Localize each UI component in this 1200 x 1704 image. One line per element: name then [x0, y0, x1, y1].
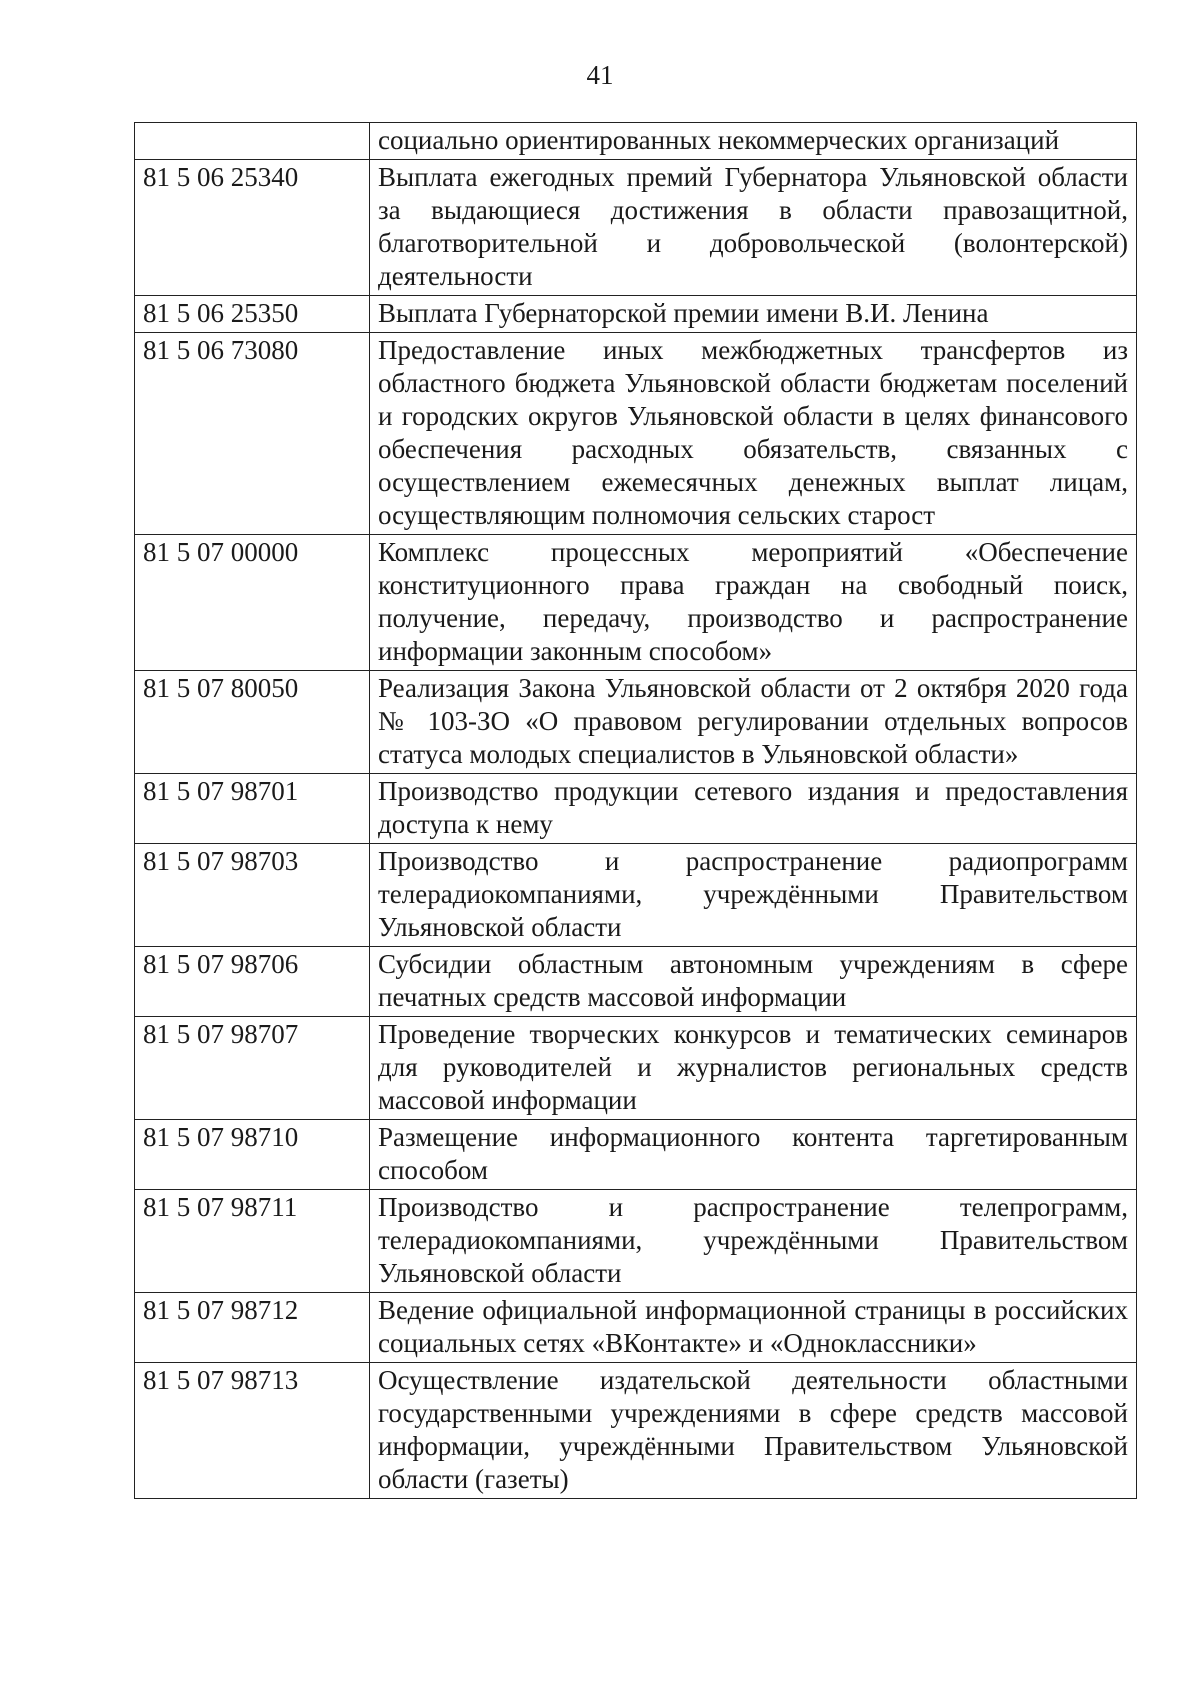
table-row	[135, 844, 1137, 947]
code-cell: 81 5 07 00000	[135, 535, 370, 671]
description-cell: Выплата ежегодных премий Губернатора Ульяновской области за выдающиеся достижения в области правозащитной, благотворительной и добровольческой (волонтерской) деятельности	[370, 160, 1137, 296]
description-cell: Производство и распространение радиопрограмм телерадиокомпаниями, учреждёнными Правительством Ульяновской области	[370, 844, 1137, 947]
description-cell: Предоставление иных межбюджетных трансфертов из областного бюджета Ульяновской области бюджетам поселений и городских округов Ульяновской области в целях финансового обеспечения расходных обязательств, связанных с осуществлением ежемесячных денежных выплат лицам, осуществляющим полномочия сельских старост	[370, 333, 1137, 535]
table-row	[135, 1190, 1137, 1293]
code-cell: 81 5 07 98707	[135, 1017, 370, 1120]
table-row	[135, 1120, 1137, 1190]
code-cell: 81 5 07 98701	[135, 774, 370, 844]
code-cell: 81 5 07 80050	[135, 671, 370, 774]
description-cell: Выплата Губернаторской премии имени В.И. Ленина	[370, 296, 1137, 333]
code-cell: 81 5 07 98711	[135, 1190, 370, 1293]
code-cell: 81 5 06 25350	[135, 296, 370, 333]
table-row	[135, 296, 1137, 333]
description-cell: Размещение информационного контента таргетированным способом	[370, 1120, 1137, 1190]
table-row	[135, 1293, 1137, 1363]
description-cell: Реализация Закона Ульяновской области от 2 октября 2020 года № 103-ЗО «О правовом регулировании отдельных вопросов статуса молодых специалистов в Ульяновской области»	[370, 671, 1137, 774]
code-cell: 81 5 07 98713	[135, 1363, 370, 1499]
code-cell: 81 5 07 98703	[135, 844, 370, 947]
code-cell: 81 5 06 73080	[135, 333, 370, 535]
description-cell: Проведение творческих конкурсов и тематических семинаров для руководителей и журналистов региональных средств массовой информации	[370, 1017, 1137, 1120]
table-row	[135, 160, 1137, 296]
table-row	[135, 535, 1137, 671]
table-row	[135, 947, 1137, 1017]
budget-codes-table	[134, 122, 1137, 1499]
table-row	[135, 774, 1137, 844]
code-cell: 81 5 07 98712	[135, 1293, 370, 1363]
table-row	[135, 671, 1137, 774]
table-row	[135, 123, 1137, 160]
description-cell: социально ориентированных некоммерческих организаций	[370, 123, 1137, 160]
code-cell	[135, 123, 370, 160]
table-row	[135, 333, 1137, 535]
code-cell: 81 5 07 98710	[135, 1120, 370, 1190]
description-cell: Ведение официальной информационной страницы в российских социальных сетях «ВКонтакте» и «Одноклассники»	[370, 1293, 1137, 1363]
description-cell: Производство и распространение телепрограмм, телерадиокомпаниями, учреждёнными Правительством Ульяновской области	[370, 1190, 1137, 1293]
table-row	[135, 1363, 1137, 1499]
code-cell: 81 5 06 25340	[135, 160, 370, 296]
description-cell: Комплекс процессных мероприятий «Обеспечение конституционного права граждан на свободный поиск, получение, передачу, производство и распространение информации законным способом»	[370, 535, 1137, 671]
description-cell: Осуществление издательской деятельности областными государственными учреждениями в сфере средств массовой информации, учреждёнными Правительством Ульяновской области (газеты)	[370, 1363, 1137, 1499]
description-cell: Субсидии областным автономным учреждениям в сфере печатных средств массовой информации	[370, 947, 1137, 1017]
page-number: 41	[586, 60, 614, 90]
table-row	[135, 1017, 1137, 1120]
code-cell: 81 5 07 98706	[135, 947, 370, 1017]
description-cell: Производство продукции сетевого издания и предоставления доступа к нему	[370, 774, 1137, 844]
